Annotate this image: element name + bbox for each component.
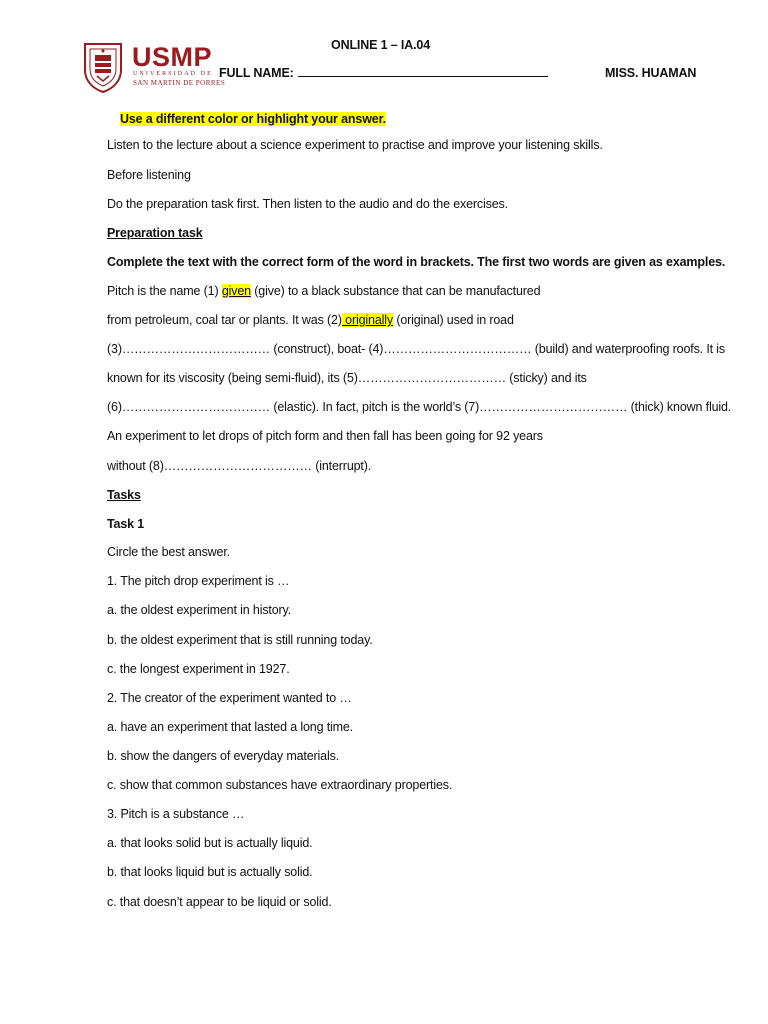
teacher-name: MISS. HUAMAN — [605, 66, 697, 80]
question-3-option-a[interactable]: a. that looks solid but is actually liquid. — [107, 836, 313, 850]
passage-line-4: known for its viscosity (being semi-fluid), its (5)……………………………… (sticky) and its — [107, 371, 587, 385]
question-3: 3. Pitch is a substance … — [107, 807, 245, 821]
task-1-title: Task 1 — [107, 517, 145, 531]
task-order-text: Do the preparation task first. Then listen to the audio and do the exercises. — [107, 197, 508, 211]
university-crest-icon — [80, 40, 126, 94]
question-2-option-a[interactable]: a. have an experiment that lasted a long time. — [107, 720, 354, 734]
passage-line-6: An experiment to let drops of pitch form and then fall has been going for 92 years — [107, 429, 543, 443]
exam-title: ONLINE 1 – IA.04 — [331, 38, 431, 52]
passage-line-3: (3)……………………………… (construct), boat- (4)……………………………… (build) and waterproofing roofs. It is — [107, 342, 726, 356]
question-1-option-a[interactable]: a. the oldest experiment in history. — [107, 603, 292, 617]
logo-subtitle-1: UNIVERSIDAD DE — [133, 71, 213, 77]
passage-line-2 — [107, 313, 514, 327]
question-1-option-b[interactable]: b. the oldest experiment that is still running today. — [107, 633, 373, 647]
full-name-field[interactable] — [298, 66, 548, 77]
example-answer-1: given — [221, 284, 251, 298]
passage-text: (original) used in road — [393, 313, 514, 327]
answer-instruction-text: Use a different color or highlight your answer. — [120, 112, 386, 126]
answer-instruction — [120, 112, 386, 126]
full-name-row — [219, 66, 548, 80]
task-1-instruction: Circle the best answer. — [107, 545, 230, 559]
question-2-option-b[interactable]: b. show the dangers of everyday materials. — [107, 749, 340, 763]
intro-text: Listen to the lecture about a science experiment to practise and improve your listening skills. — [107, 138, 603, 152]
question-2-option-c[interactable]: c. show that common substances have extraordinary properties. — [107, 778, 453, 792]
passage-text: (give) to a black substance that can be manufactured — [250, 284, 541, 298]
question-1-option-c[interactable]: c. the longest experiment in 1927. — [107, 662, 290, 676]
passage-line-5: (6)……………………………… (elastic). In fact, pitch is the world’s (7)……………………………… (thick) known fluid. — [107, 400, 732, 414]
before-listening-label: Before listening — [107, 168, 191, 182]
passage-line-7: without (8)……………………………… (interrupt). — [107, 459, 372, 473]
preparation-instruction: Complete the text with the correct form of the word in brackets. The first two words are given as examples. — [107, 255, 726, 269]
question-3-option-b[interactable]: b. that looks liquid but is actually solid. — [107, 865, 313, 879]
full-name-label: FULL NAME: — [219, 66, 294, 80]
question-3-option-c[interactable]: c. that doesn’t appear to be liquid or solid. — [107, 895, 332, 909]
tasks-heading: Tasks — [107, 488, 141, 502]
logo-wordmark: USMP — [132, 42, 213, 72]
question-2: 2. The creator of the experiment wanted to … — [107, 691, 352, 705]
logo-subtitle-2: SAN MARTIN DE PORRES — [133, 79, 226, 87]
passage-text: from petroleum, coal tar or plants. It was (2) — [107, 313, 342, 327]
passage-line-1 — [107, 284, 540, 298]
preparation-task-heading: Preparation task — [107, 226, 203, 240]
passage-text: Pitch is the name (1) — [107, 284, 222, 298]
question-1: 1. The pitch drop experiment is … — [107, 574, 290, 588]
example-answer-2: originally — [341, 313, 394, 327]
